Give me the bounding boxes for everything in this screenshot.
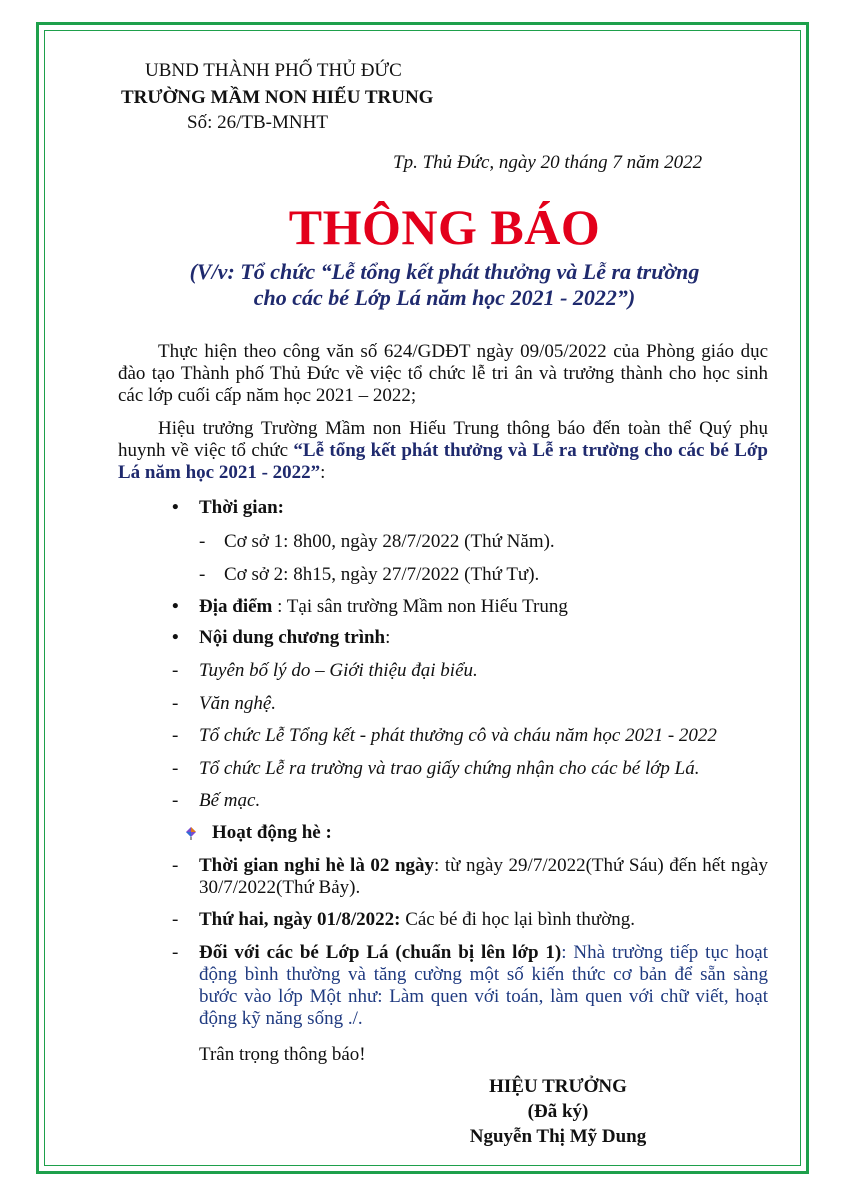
program-item-1: Tuyên bố lý do – Giới thiệu đại biểu.	[199, 660, 478, 681]
signature-status: (Đã ký)	[527, 1101, 589, 1122]
dash-icon: -	[172, 909, 179, 930]
school-name: TRƯỜNG MẦM NON HIẾU TRUNG	[121, 87, 434, 108]
time-label: Thời gian:	[199, 497, 284, 518]
subtitle-line-1: (V/v: Tổ chức “Lễ tổng kết phát thưởng và Lễ ra trường	[189, 259, 700, 284]
program-item-2: Văn nghệ.	[199, 693, 277, 714]
location-value: : Tại sân trường Mầm non Hiếu Trung	[272, 596, 568, 617]
dash-icon: -	[172, 942, 179, 963]
event-name: “Lễ tổng kết phát thưởng và Lễ ra trường cho các bé Lớp Lá năm học 2021 - 2022”	[118, 440, 768, 483]
paragraph-announcement-text: Hiệu trưởng Trường Mầm non Hiếu Trung thông báo đến toàn thể Quý phụ huynh về việc tổ chức	[118, 418, 768, 461]
summer-item-1-label: Thời gian nghỉ hè là 02 ngày	[199, 855, 435, 876]
dash-icon: -	[172, 790, 179, 811]
document-number: Số: 26/TB-MNHT	[187, 112, 328, 133]
subtitle-line-2: cho các bé Lớp Lá năm học 2021 - 2022”)	[253, 285, 636, 310]
dash-icon: -	[172, 855, 179, 876]
summer-item-3-label: Đối với các bé Lớp Lá (chuẩn bị lên lớp 1)	[199, 942, 562, 963]
dash-icon: -	[172, 693, 179, 714]
summer-item-1	[199, 855, 768, 899]
paragraph-announcement-end: :	[320, 462, 326, 483]
diamond-bullet-icon	[184, 826, 198, 840]
bullet-icon: •	[172, 627, 179, 648]
program-colon: :	[385, 627, 391, 648]
summer-item-2	[199, 909, 635, 931]
summer-item-3	[199, 942, 768, 1030]
dash-icon: -	[172, 660, 179, 681]
paragraph-reference: Thực hiện theo công văn số 624/GDĐT ngày 09/05/2022 của Phòng giáo dục đào tạo Thành phố Thủ Đức về việc tổ chức lễ tri ân và trưởng thành cho học sinh các lớp cuối cấp năm học 2021 – 2022;	[118, 341, 768, 406]
signature-name: Nguyễn Thị Mỹ Dung	[469, 1126, 647, 1147]
location-line	[199, 596, 568, 618]
paragraph-announcement	[118, 418, 768, 484]
time-item-2: Cơ sở 2: 8h15, ngày 27/7/2022 (Thứ Tư).	[224, 564, 540, 585]
program-line	[199, 627, 390, 649]
dash-icon: -	[199, 564, 206, 585]
summer-item-2-label: Thứ hai, ngày 01/8/2022:	[199, 909, 401, 930]
bullet-icon: •	[172, 497, 179, 518]
program-item-5: Bế mạc.	[199, 790, 261, 811]
dash-icon: -	[172, 758, 179, 779]
dash-icon: -	[199, 531, 206, 552]
time-item-1: Cơ sở 1: 8h00, ngày 28/7/2022 (Thứ Năm).	[224, 531, 555, 552]
authority-name: UBND THÀNH PHỐ THỦ ĐỨC	[145, 60, 402, 81]
signature-role: HIỆU TRƯỞNG	[489, 1076, 627, 1097]
place-date: Tp. Thủ Đức, ngày 20 tháng 7 năm 2022	[393, 152, 703, 173]
program-label: Nội dung chương trình	[199, 627, 386, 648]
summer-item-3-text: : Nhà trường tiếp tục hoạt động bình thường và tăng cường một số kiến thức cơ bản để sẵn sàng bước vào lớp Một như: Làm quen với toán, làm quen với chữ viết, hoạt động kỹ năng sống ./.	[199, 942, 768, 1029]
page-title: THÔNG BÁO	[288, 199, 601, 255]
bullet-icon: •	[172, 596, 179, 617]
location-label: Địa điểm	[199, 596, 273, 617]
summer-item-2-text: Các bé đi học lại bình thường.	[400, 909, 636, 930]
summer-label: Hoạt động hè :	[212, 822, 332, 843]
program-item-4: Tổ chức Lễ ra trường và trao giấy chứng nhận cho các bé lớp Lá.	[199, 758, 700, 779]
summer-item-1-text: : từ ngày 29/7/2022(Thứ Sáu) đến hết ngày 30/7/2022(Thứ Bảy).	[199, 855, 768, 898]
program-item-3: Tổ chức Lễ Tổng kết - phát thưởng cô và cháu năm học 2021 - 2022	[199, 725, 717, 746]
dash-icon: -	[172, 725, 179, 746]
closing-text: Trân trọng thông báo!	[199, 1044, 366, 1065]
